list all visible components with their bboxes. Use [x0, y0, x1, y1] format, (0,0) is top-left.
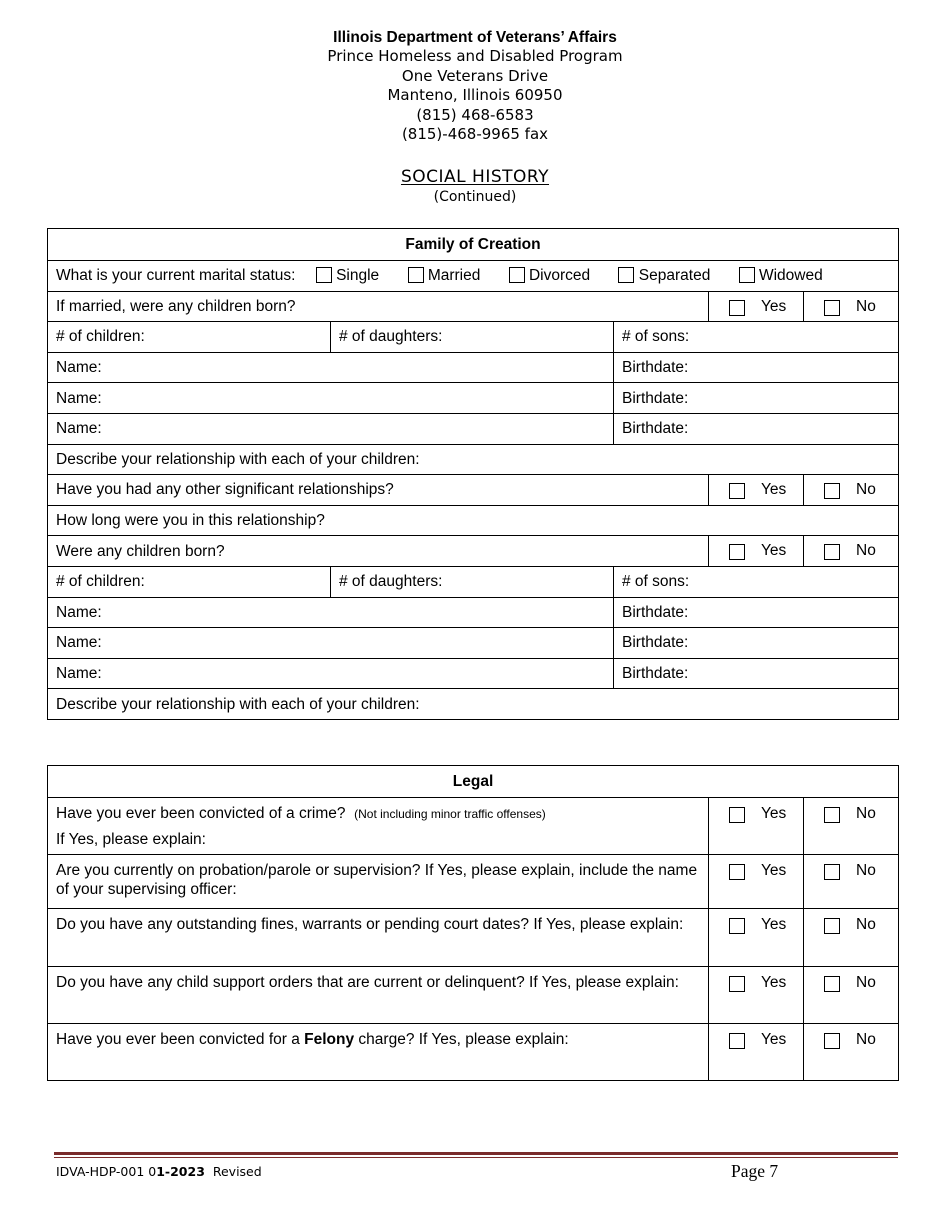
checkbox[interactable] [824, 300, 840, 316]
checkbox[interactable] [729, 300, 745, 316]
yes-option[interactable]: Yes [709, 536, 804, 567]
checkbox[interactable] [509, 267, 525, 283]
no-option[interactable]: No [804, 536, 899, 567]
checkbox[interactable] [739, 267, 755, 283]
checkbox[interactable] [824, 918, 840, 934]
checkbox[interactable] [824, 976, 840, 992]
checkbox[interactable] [824, 544, 840, 560]
checkbox[interactable] [729, 544, 745, 560]
phone-number: (815) 468-6583 [416, 105, 534, 124]
yes-option[interactable]: Yes [709, 798, 804, 855]
child-birthdate-field[interactable]: Birthdate: [614, 383, 899, 414]
num-daughters-field[interactable]: # of daughters: [331, 322, 614, 353]
no-option[interactable]: No [804, 798, 899, 855]
child-name-field[interactable]: Name: [48, 352, 614, 383]
page-number: Page 7 [731, 1161, 779, 1181]
checkbox[interactable] [824, 807, 840, 823]
checkbox[interactable] [316, 267, 332, 283]
crime-note: (Not including minor traffic offenses) [354, 807, 546, 821]
section-heading-legal: Legal [48, 766, 899, 798]
page-subtitle: (Continued) [433, 189, 517, 205]
child-birthdate-field[interactable]: Birthdate: [614, 352, 899, 383]
relationship-duration-field[interactable]: How long were you in this relationship? [48, 505, 899, 536]
checkbox[interactable] [618, 267, 634, 283]
married-children-question: If married, were any children born? [48, 291, 709, 322]
org-name: Illinois Department of Veterans’ Affairs [333, 29, 617, 46]
child-name-field[interactable]: Name: [48, 597, 614, 628]
num-daughters-field[interactable]: # of daughters: [331, 566, 614, 597]
marital-status-question: What is your current marital status: [56, 267, 296, 285]
marital-option-married[interactable]: Married [408, 266, 481, 285]
fines-question[interactable]: Do you have any outstanding fines, warrants or pending court dates? If Yes, please explain: [48, 909, 709, 967]
marital-option-single[interactable]: Single [316, 266, 379, 285]
marital-status-row [48, 261, 899, 292]
city-address: Manteno, Illinois 60950 [387, 86, 563, 104]
num-sons-field[interactable]: # of sons: [614, 322, 899, 353]
program-name: Prince Homeless and Disabled Program [327, 47, 623, 65]
page-title: SOCIAL HISTORY [400, 167, 550, 187]
checkbox[interactable] [729, 918, 745, 934]
yes-option[interactable]: Yes [709, 1024, 804, 1081]
num-children-field[interactable]: # of children: [48, 566, 331, 597]
other-relationship-question: Have you had any other significant relationships? [48, 475, 709, 506]
checkbox[interactable] [729, 1033, 745, 1049]
checkbox[interactable] [824, 483, 840, 499]
child-name-field[interactable]: Name: [48, 413, 614, 444]
checkbox[interactable] [729, 976, 745, 992]
child-name-field[interactable]: Name: [48, 628, 614, 659]
no-option[interactable]: No [804, 855, 899, 909]
marital-option-widowed[interactable]: Widowed [739, 266, 823, 285]
marital-option-separated[interactable]: Separated [618, 266, 710, 285]
street-address: One Veterans Drive [401, 66, 549, 85]
footer-divider-thin [54, 1157, 898, 1158]
no-option[interactable]: No [804, 1024, 899, 1081]
fax-number: (815)-468-9965 fax [401, 125, 549, 143]
describe-relationship-field[interactable]: Describe your relationship with each of your children: [48, 689, 899, 720]
yes-option[interactable]: Yes [709, 909, 804, 967]
section-heading-family: Family of Creation [48, 229, 899, 261]
family-of-creation-table [47, 228, 899, 720]
children-born-question: Were any children born? [48, 536, 709, 567]
letterhead [0, 28, 950, 145]
child-birthdate-field[interactable]: Birthdate: [614, 413, 899, 444]
no-option[interactable]: No [804, 291, 899, 322]
yes-option[interactable]: Yes [709, 291, 804, 322]
checkbox[interactable] [824, 864, 840, 880]
child-name-field[interactable]: Name: [48, 658, 614, 689]
child-name-field[interactable]: Name: [48, 383, 614, 414]
no-option[interactable]: No [804, 967, 899, 1024]
yes-option[interactable]: Yes [709, 475, 804, 506]
no-option[interactable]: No [804, 909, 899, 967]
checkbox[interactable] [824, 1033, 840, 1049]
checkbox[interactable] [729, 807, 745, 823]
felony-question[interactable]: Have you ever been convicted for a Felony charge? If Yes, please explain: [48, 1024, 709, 1081]
describe-relationship-field[interactable]: Describe your relationship with each of your children: [48, 444, 899, 475]
yes-option[interactable]: Yes [709, 855, 804, 909]
footer-divider [54, 1152, 898, 1155]
checkbox[interactable] [729, 483, 745, 499]
child-birthdate-field[interactable]: Birthdate: [614, 628, 899, 659]
num-sons-field[interactable]: # of sons: [614, 566, 899, 597]
yes-option[interactable]: Yes [709, 967, 804, 1024]
checkbox[interactable] [408, 267, 424, 283]
child-birthdate-field[interactable]: Birthdate: [614, 658, 899, 689]
no-option[interactable]: No [804, 475, 899, 506]
checkbox[interactable] [729, 864, 745, 880]
marital-option-divorced[interactable]: Divorced [509, 266, 590, 285]
probation-question[interactable]: Are you currently on probation/parole or supervision? If Yes, please explain, include the name of your supervising officer: [48, 855, 709, 909]
crime-question[interactable]: Have you ever been convicted of a crime? (Not including minor traffic offenses) If Yes, please explain: [48, 798, 709, 855]
felony-emphasis: Felony [304, 1031, 355, 1048]
num-children-field[interactable]: # of children: [48, 322, 331, 353]
crime-explain: If Yes, please explain: [56, 831, 206, 848]
form-id: IDVA-HDP-001 01-2023 Revised [56, 1164, 262, 1179]
child-support-question[interactable]: Do you have any child support orders that are current or delinquent? If Yes, please explain: [48, 967, 709, 1024]
child-birthdate-field[interactable]: Birthdate: [614, 597, 899, 628]
legal-table [47, 765, 899, 1081]
